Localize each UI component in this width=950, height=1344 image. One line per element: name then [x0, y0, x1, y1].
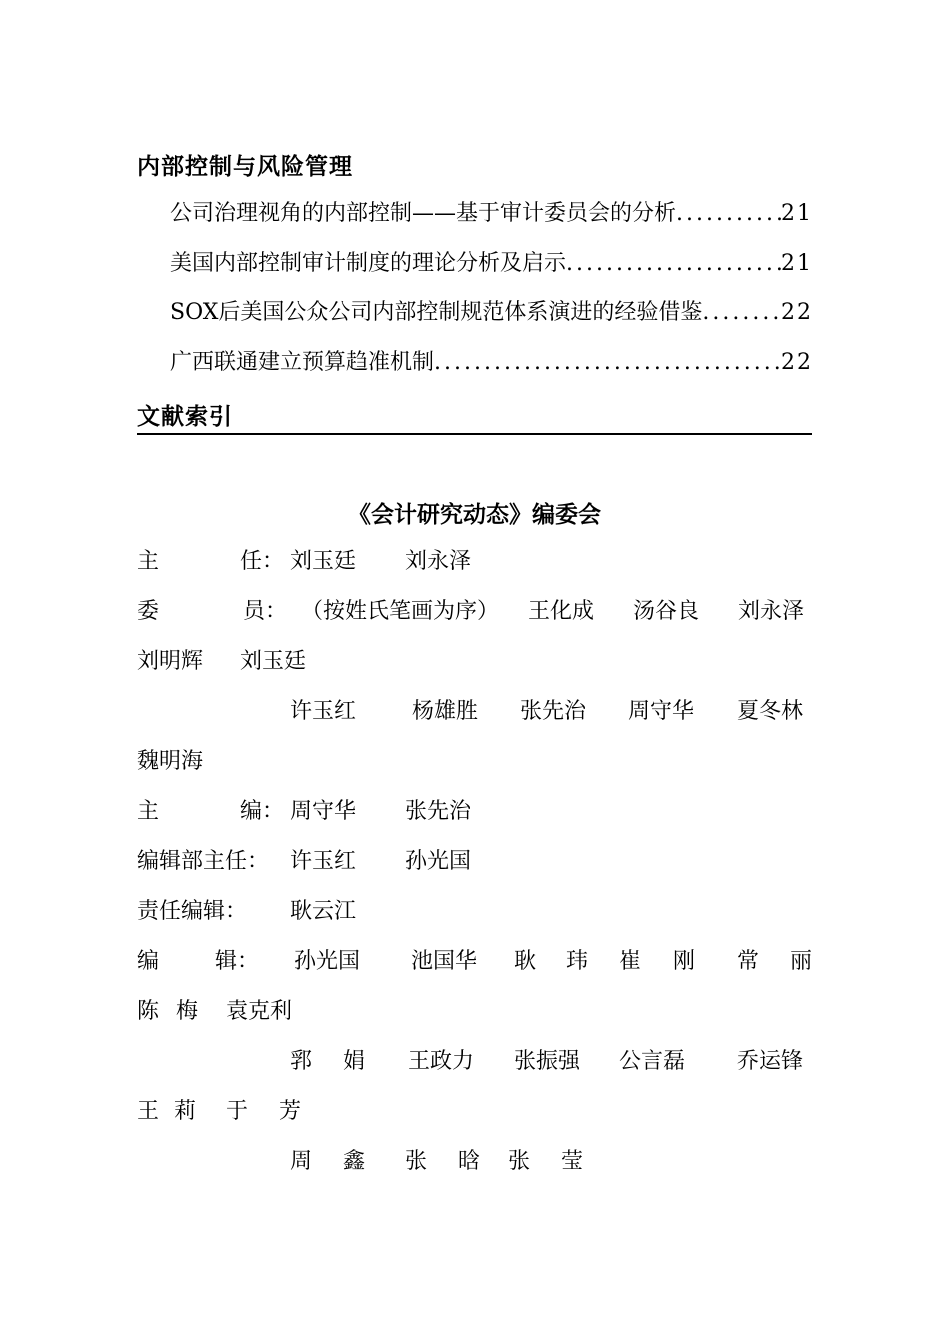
toc-entry-page: 21 [781, 201, 813, 226]
office-director-name: 孙光国 [405, 849, 472, 874]
chief-editor-label: 编： [240, 799, 285, 824]
editor-name: 娟 [343, 1049, 366, 1074]
editor-name: 张 [508, 1149, 531, 1174]
toc-leader-dots [676, 199, 781, 229]
director-name: 刘玉廷 [290, 549, 357, 574]
toc-entry-page: 22 [781, 350, 813, 375]
editors-label: 辑： [215, 949, 260, 974]
member-name: 王化成 [528, 599, 595, 624]
editor-name: 鑫 [343, 1149, 366, 1174]
responsible-editor-label: 责任编辑： [137, 899, 248, 924]
editor-name: 张 [405, 1149, 428, 1174]
section-heading: 内部控制与风险管理 [137, 154, 353, 180]
editor-name: 周 [290, 1149, 313, 1174]
editor-name: 梅 [176, 999, 199, 1024]
chief-editor-label: 主 [137, 799, 160, 824]
member-name: 许玉红 [290, 699, 357, 724]
toc-leader-dots [434, 348, 781, 378]
editor-name: 王 [137, 1099, 160, 1124]
member-name: 刘玉廷 [240, 649, 307, 674]
board-title: 《会计研究动态》编委会 [348, 502, 601, 528]
editor-name: 耿 [514, 949, 537, 974]
references-heading: 文献索引 [137, 404, 233, 430]
toc-entry[interactable] [170, 249, 813, 279]
member-name: 刘永泽 [738, 599, 805, 624]
editor-name: 玮 [566, 949, 589, 974]
director-label: 主 [137, 549, 160, 574]
members-label: 员： [243, 599, 288, 624]
editor-name: 常 [737, 949, 760, 974]
editor-name: 崔 [619, 949, 642, 974]
editor-name: 陈 [137, 999, 160, 1024]
editor-name: 池国华 [411, 949, 478, 974]
toc-entry[interactable] [170, 199, 813, 229]
member-name: 杨雄胜 [412, 699, 479, 724]
toc-leader-dots [702, 298, 781, 328]
toc-leader-dots [566, 249, 781, 279]
member-name: 刘明辉 [137, 649, 204, 674]
toc-entry-title: 美国内部控制审计制度的理论分析及启示 [170, 251, 567, 276]
editor-name: 芳 [279, 1099, 302, 1124]
editor-name: 袁克利 [226, 999, 293, 1024]
responsible-editor-name: 耿云江 [290, 899, 357, 924]
director-label: 任： [240, 549, 285, 574]
editor-name: 乔运锋 [737, 1049, 804, 1074]
editor-name: 王政力 [408, 1049, 475, 1074]
toc-entry[interactable] [170, 298, 813, 328]
member-name: 张先治 [520, 699, 587, 724]
editor-name: 公言磊 [619, 1049, 686, 1074]
member-name: 周守华 [628, 699, 695, 724]
toc-entry-title: 公司治理视角的内部控制——基于审计委员会的分析 [170, 201, 677, 226]
members-label: 委 [137, 599, 160, 624]
member-name: 夏冬林 [737, 699, 804, 724]
editor-name: 丽 [790, 949, 813, 974]
office-director-name: 许玉红 [290, 849, 357, 874]
editor-name: 郛 [290, 1049, 313, 1074]
editor-name: 晗 [458, 1149, 481, 1174]
members-note: （按姓氏笔画为序） [301, 599, 500, 624]
toc-entry-title: SOX后美国公众公司内部控制规范体系演进的经验借鉴 [170, 300, 703, 325]
toc-entry-page: 21 [781, 251, 813, 276]
editor-name: 莹 [561, 1149, 584, 1174]
office-director-label: 编辑部主任： [137, 849, 270, 874]
toc-entry-page: 22 [781, 300, 813, 325]
editors-label: 编 [137, 949, 160, 974]
editor-name: 于 [226, 1099, 249, 1124]
section-divider [137, 433, 812, 435]
toc-entry-title: 广西联通建立预算趋准机制 [170, 350, 435, 375]
member-name: 汤谷良 [633, 599, 700, 624]
member-name: 魏明海 [137, 749, 204, 774]
editor-name: 张振强 [514, 1049, 581, 1074]
director-name: 刘永泽 [405, 549, 472, 574]
editor-name: 孙光国 [294, 949, 361, 974]
chief-editor-name: 张先治 [405, 799, 472, 824]
chief-editor-name: 周守华 [290, 799, 357, 824]
editor-name: 莉 [174, 1099, 197, 1124]
editor-name: 刚 [673, 949, 696, 974]
toc-entry[interactable] [170, 348, 813, 378]
